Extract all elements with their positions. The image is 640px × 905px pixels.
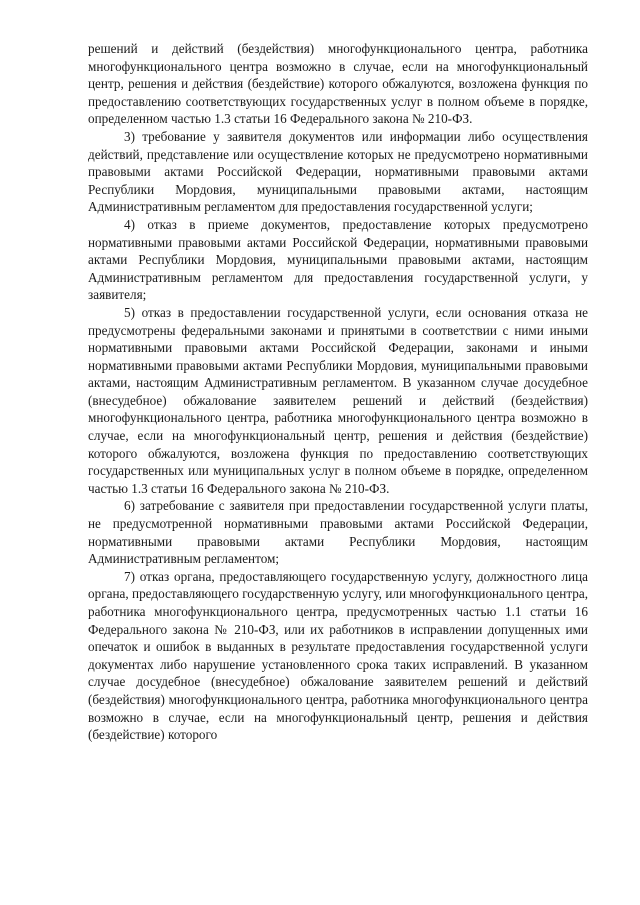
paragraph-continuation: решений и действий (бездействия) многофункционального центра, работника многофункционального центра возможно в случае, если на многофункциональный центр, решения и действия (бездействие) которого обжалуются, возложена функция по предоставлению соответствующих государственных услуг в полном объеме в порядке, определенном частью 1.3 статьи 16 Федерального закона № 210-ФЗ. [88,41,588,127]
paragraph-item-7: 7) отказ органа, предоставляющего государственную услугу, должностного лица органа, предоставляющего государственную услугу, или многофункционального центра, работника многофункционального центра, предусмотренных частью 1.1 статьи 16 Федерального закона № 210-ФЗ, или их работников в исправлении допущенных ими опечаток и ошибок в выданных в результате предоставления государственной услуги документах либо нарушение установленного срока таких исправлений. В указанном случае досудебное (внесудебное) обжалование заявителем решений и действий (бездействия) многофункционального центра, работника многофункционального центра возможно в случае, если на многофункциональный центр, решения и действия (бездействие) которого [88,568,588,743]
paragraph-item-6: 6) затребование с заявителя при предоставлении государственной услуги платы, не предусмотренной нормативными правовыми актами Российской Федерации, нормативными правовыми актами Республики Мордовия, настоящим Административным регламентом; [88,498,588,567]
document-page [88,40,588,744]
paragraph-item-5: 5) отказ в предоставлении государственной услуги, если основания отказа не предусмотрены федеральными законами и принятыми в соответствии с ними иными нормативными правовыми актами Российской Федерации, законами и иными нормативными правовыми актами Республики Мордовия, муниципальными правовыми актами, настоящим Административным регламентом. В указанном случае досудебное (внесудебное) обжалование заявителем решений и действий (бездействия) многофункционального центра, работника многофункционального центра возможно в случае, если на многофункциональный центр, решения и действия (бездействие) которого обжалуются, возложена функция по предоставлению соответствующих государственных или муниципальных услуг в полном объеме в порядке, определенном частью 1.3 статьи 16 Федерального закона № 210-ФЗ. [88,304,588,496]
paragraph-item-3: 3) требование у заявителя документов или информации либо осуществления действий, представление или осуществление которых не предусмотрено нормативными правовыми актами Российской Федерации, нормативными правовыми актами Республики Мордовия, муниципальными правовыми актами, настоящим Административным регламентом для предоставления государственной услуги; [88,128,588,215]
paragraph-item-4: 4) отказ в приеме документов, предоставление которых предусмотрено нормативными правовыми актами Российской Федерации, нормативными правовыми актами Республики Мордовия, муниципальными правовыми актами, настоящим Административным регламентом для предоставления государственной услуги, у заявителя; [88,216,588,303]
